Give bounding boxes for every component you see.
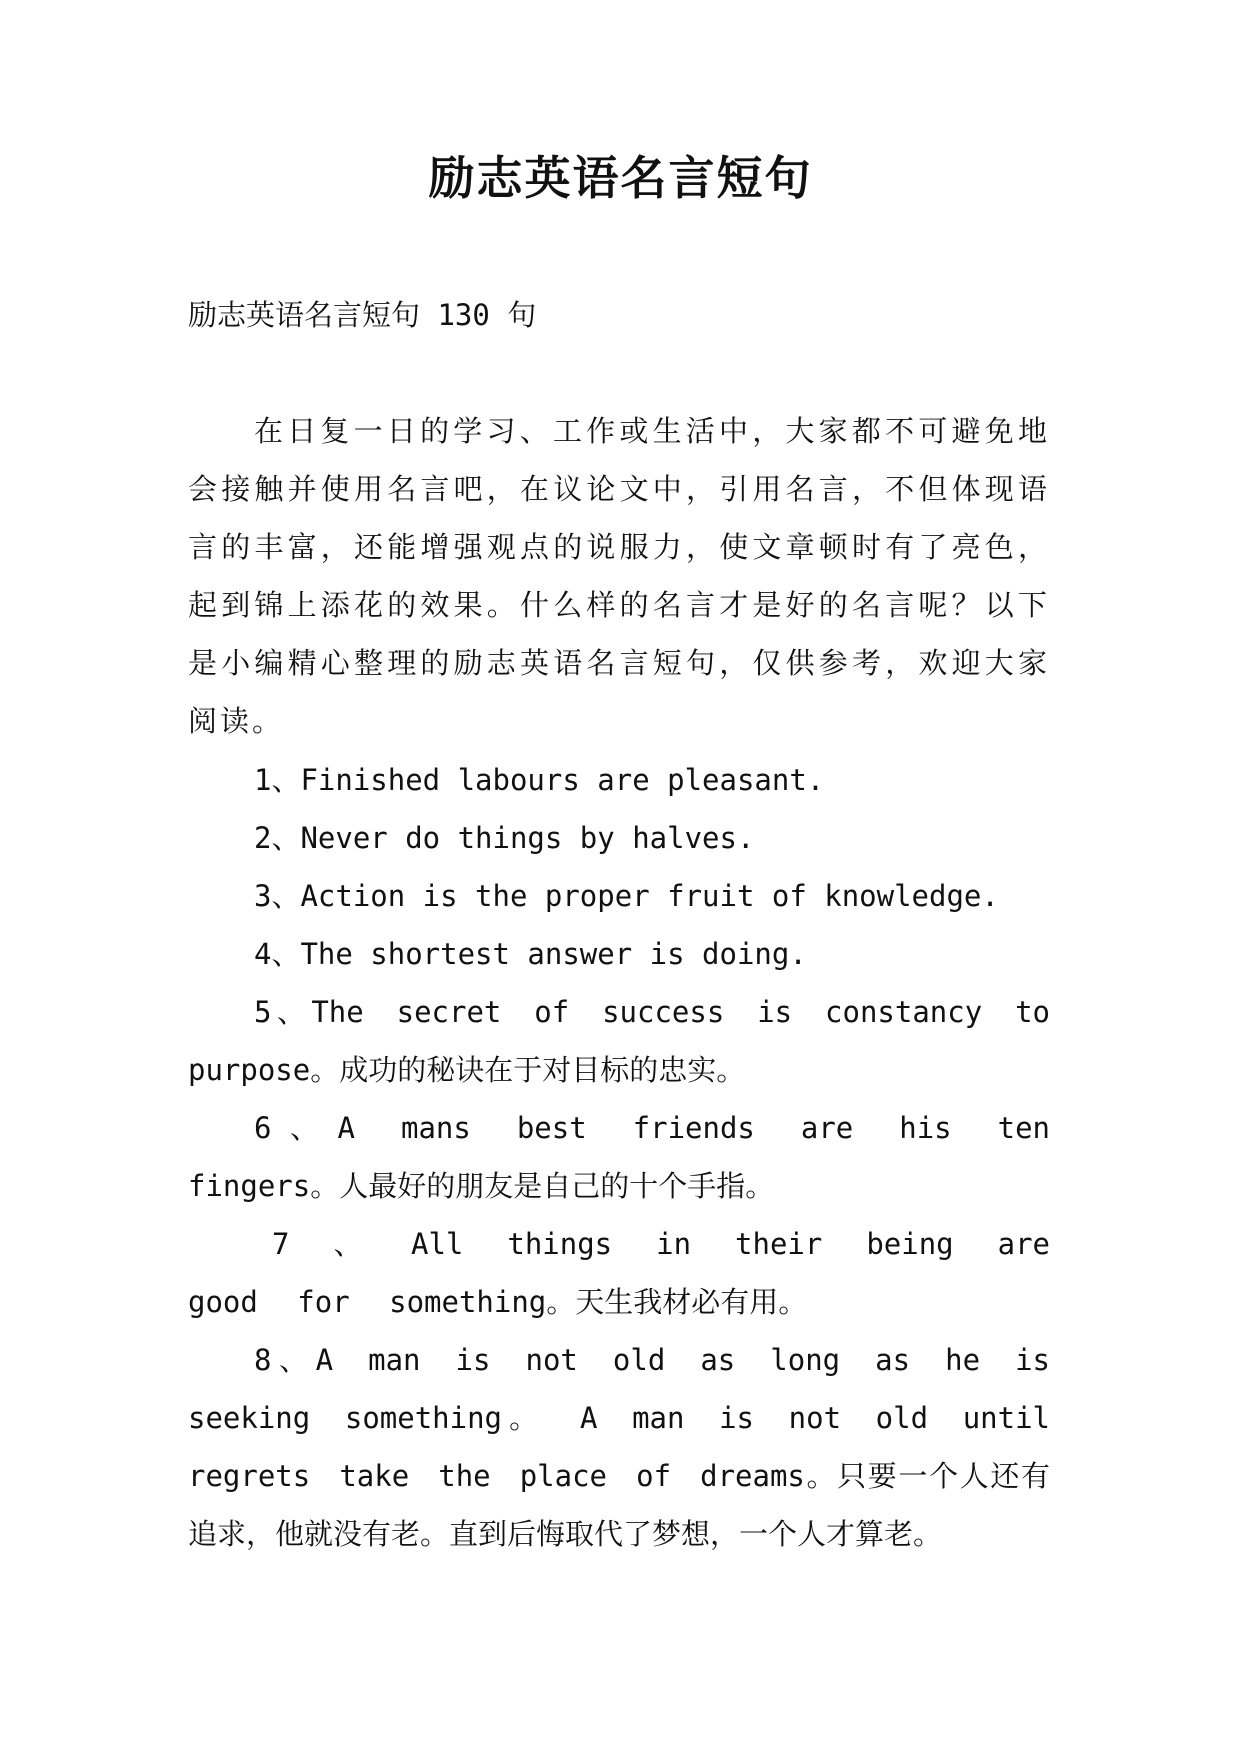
document-subtitle: 励志英语名言短句 130 句: [188, 298, 537, 332]
quote-item-4: 4、The shortest answer is doing.: [254, 937, 807, 971]
quote-item-6: 6、A mans best friends are his ten fingers。人最好的朋友是自己的十个手指。: [188, 1111, 1050, 1203]
quote-item-5: 5、The secret of success is constancy to purpose。成功的秘诀在于对目标的忠实。: [188, 995, 1050, 1087]
quote-item-3: 3、Action is the proper fruit of knowledge.: [254, 879, 999, 913]
quote-list: [188, 751, 1050, 1563]
quote-item-2: 2、Never do things by halves.: [254, 821, 755, 855]
intro-paragraph: 在日复一日的学习、工作或生活中，大家都不可避免地会接触并使用名言吧，在议论文中，引用名言，不但体现语言的丰富，还能增强观点的说服力，使文章顿时有了亮色，起到锦上添花的效果。什么样的名言才是好的名言呢？以下是小编精心整理的励志英语名言短句，仅供参考，欢迎大家阅读。: [188, 414, 1050, 738]
quote-item-7: 7 、 All things in their being are good for something。天生我材必有用。: [188, 1227, 1050, 1319]
page-title: 励志英语名言短句: [428, 151, 813, 205]
quote-item-8: 8、A man is not old as long as he is seeking something。 A man is not old until regrets take the place of dreams。只要一个人还有追求，他就没有老。直到后悔取代了梦想，一个人才算老。: [188, 1343, 1050, 1551]
quote-item-1: 1、Finished labours are pleasant.: [254, 763, 825, 797]
